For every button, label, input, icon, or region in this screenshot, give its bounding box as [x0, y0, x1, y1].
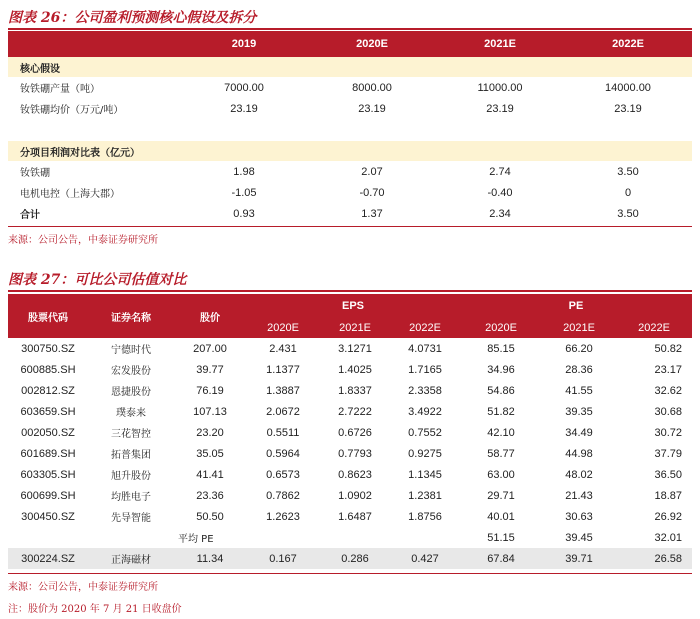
fig26-table: [8, 31, 692, 224]
cell-value: 3.50: [617, 165, 639, 178]
fig26-section-assumptions: [8, 57, 692, 77]
avg-pe-2020e: 51.15: [487, 531, 515, 544]
table-row: [8, 338, 692, 359]
cell-name: 恩捷股份: [111, 387, 151, 398]
cell-pe-2020e: 58.77: [487, 447, 515, 460]
table-row: [8, 464, 692, 485]
cell-price: 207.00: [193, 342, 227, 355]
header-pe-2020e: 2020E: [460, 318, 542, 338]
cell-value: 8000.00: [352, 81, 392, 94]
cell-value: -1.05: [231, 186, 257, 199]
fig26-header-2020e: 2020E: [308, 31, 436, 57]
cell-eps-2022e: 3.4922: [408, 405, 442, 418]
cell-eps-2022e: 4.0731: [408, 342, 442, 355]
cell-eps-2022e: 1.8756: [408, 510, 442, 523]
cell-name: 均胜电子: [111, 492, 151, 503]
cell-code: 600699.SH: [20, 489, 76, 502]
fig26-header-2022e: 2022E: [564, 31, 692, 57]
cell-value: 3.50: [617, 207, 639, 220]
table-row: [8, 443, 692, 464]
cell-value: 23.19: [614, 102, 642, 115]
cell-pe-2020e: 34.96: [487, 363, 515, 376]
cell-pe-2021e: 44.98: [565, 447, 593, 460]
cell-eps-2020e: 1.3887: [266, 384, 300, 397]
fig26-title-rule: [8, 28, 692, 30]
cell-pe-2020e: 29.71: [487, 489, 515, 502]
cell-price: 41.41: [196, 468, 224, 481]
row-label: 合计: [20, 210, 40, 221]
cell-pe-2021e: 30.63: [565, 510, 593, 523]
cell-pe-2020e: 51.82: [487, 405, 515, 418]
table-row: [8, 401, 692, 422]
target-code: 300224.SZ: [8, 548, 88, 569]
cell-value: 2.34: [489, 207, 511, 220]
fig26-section-profit: [8, 141, 692, 161]
cell-code: 600885.SH: [20, 363, 76, 376]
cell-pe-2022e: 30.72: [654, 426, 682, 439]
fig27-body: [8, 338, 692, 527]
cell-value: 23.19: [230, 102, 258, 115]
target-price: 11.34: [174, 548, 246, 569]
avg-pe-2021e: 39.45: [565, 531, 593, 544]
cell-name: 拓普集团: [111, 450, 151, 461]
cell-pe-2022e: 32.62: [654, 384, 682, 397]
cell-value: 2.74: [489, 165, 511, 178]
cell-pe-2021e: 66.20: [565, 342, 593, 355]
header-eps-2021e: 2021E: [320, 318, 390, 338]
cell-code: 300450.SZ: [21, 510, 75, 523]
fig27-bottom-rule: [8, 573, 692, 574]
cell-name: 三花智控: [111, 429, 151, 440]
table-row: [8, 506, 692, 527]
fig27-table: [8, 294, 692, 569]
cell-pe-2021e: 34.49: [565, 426, 593, 439]
cell-name: 宏发股份: [111, 366, 151, 377]
cell-eps-2021e: 1.8337: [338, 384, 372, 397]
cell-eps-2022e: 1.2381: [408, 489, 442, 502]
header-price: 股价: [174, 294, 246, 338]
cell-eps-2020e: 0.7862: [266, 489, 300, 502]
cell-eps-2022e: 2.3358: [408, 384, 442, 397]
header-eps-2022e: 2022E: [390, 318, 460, 338]
cell-pe-2021e: 48.02: [565, 468, 593, 481]
avg-label: 平均 PE: [178, 534, 214, 545]
fig27-note: 注：股价为 2020 年 7 月 21 日收盘价: [8, 604, 182, 615]
cell-value: 0: [624, 186, 632, 199]
row-label: 钕铁硼均价（万元/吨）: [20, 105, 124, 116]
cell-value: -0.40: [487, 186, 513, 199]
cell-code: 603659.SH: [20, 405, 76, 418]
cell-name: 璞泰来: [116, 408, 146, 419]
cell-eps-2021e: 1.6487: [338, 510, 372, 523]
cell-price: 39.77: [196, 363, 224, 376]
cell-pe-2021e: 39.35: [565, 405, 593, 418]
cell-value: 0.93: [233, 207, 255, 220]
cell-pe-2022e: 36.50: [654, 468, 682, 481]
cell-pe-2020e: 85.15: [487, 342, 515, 355]
fig27-header-row-1: [8, 294, 692, 318]
cell-code: 002812.SZ: [21, 384, 75, 397]
cell-eps-2021e: 0.7793: [338, 447, 372, 460]
cell-eps-2021e: 2.7222: [338, 405, 372, 418]
cell-eps-2021e: 0.8623: [338, 468, 372, 481]
target-eps-2022e: 0.427: [390, 548, 460, 569]
cell-code: 002050.SZ: [21, 426, 75, 439]
cell-eps-2021e: 3.1271: [338, 342, 372, 355]
cell-pe-2022e: 23.17: [654, 363, 682, 376]
table-row-total: [8, 203, 692, 224]
cell-pe-2021e: 21.43: [565, 489, 593, 502]
header-pe-2022e: 2022E: [616, 318, 692, 338]
fig26-header-2019: 2019: [180, 31, 308, 57]
cell-eps-2022e: 1.7165: [408, 363, 442, 376]
cell-pe-2020e: 40.01: [487, 510, 515, 523]
fig26-header-blank: [8, 31, 180, 57]
cell-name: 宁德时代: [111, 345, 151, 356]
cell-name: 先导智能: [111, 513, 151, 524]
table-row: [8, 161, 692, 182]
cell-eps-2021e: 1.0902: [338, 489, 372, 502]
cell-eps-2021e: 1.4025: [338, 363, 372, 376]
cell-code: 300750.SZ: [21, 342, 75, 355]
table-row: [8, 98, 692, 119]
cell-eps-2022e: 0.9275: [408, 447, 442, 460]
cell-pe-2020e: 63.00: [487, 468, 515, 481]
cell-price: 76.19: [196, 384, 224, 397]
table-row: [8, 182, 692, 203]
cell-value: 2.07: [361, 165, 383, 178]
section-label: 分项目利润对比表（亿元）: [8, 141, 692, 161]
fig27-title-rule: [8, 290, 692, 292]
header-pe: PE: [460, 294, 692, 318]
cell-pe-2020e: 54.86: [487, 384, 515, 397]
cell-value: 1.37: [361, 207, 383, 220]
cell-value: -0.70: [359, 186, 385, 199]
table-row: [8, 485, 692, 506]
cell-eps-2020e: 1.2623: [266, 510, 300, 523]
cell-pe-2022e: 18.87: [654, 489, 682, 502]
target-pe-2020e: 67.84: [460, 548, 542, 569]
cell-eps-2020e: 0.5511: [266, 426, 300, 439]
cell-name: 旭升股份: [111, 471, 151, 482]
cell-price: 35.05: [196, 447, 224, 460]
cell-eps-2022e: 0.7552: [408, 426, 442, 439]
cell-eps-2020e: 0.6573: [266, 468, 300, 481]
cell-eps-2021e: 0.6726: [338, 426, 372, 439]
cell-eps-2020e: 2.431: [269, 342, 297, 355]
section-label: 核心假设: [8, 57, 692, 77]
target-pe-2022e: 26.58: [616, 548, 692, 569]
avg-pe-2022e: 32.01: [654, 531, 682, 544]
table-row: [8, 359, 692, 380]
fig26-bottom-rule: [8, 226, 692, 227]
cell-value: 11000.00: [477, 81, 523, 94]
spacer-row: [8, 119, 692, 141]
cell-price: 107.13: [193, 405, 227, 418]
table-row: [8, 380, 692, 401]
fig26-source: 来源：公司公告，中泰证券研究所: [8, 235, 158, 246]
table-row-average: [8, 527, 692, 548]
cell-code: 601689.SH: [20, 447, 76, 460]
table-row-target: [8, 548, 692, 569]
cell-value: 14000.00: [605, 81, 651, 94]
row-label: 电机电控（上海大郡）: [20, 189, 120, 200]
cell-pe-2022e: 30.68: [654, 405, 682, 418]
cell-pe-2022e: 37.79: [654, 447, 682, 460]
cell-price: 23.20: [196, 426, 224, 439]
target-pe-2021e: 39.71: [542, 548, 616, 569]
cell-pe-2021e: 41.55: [565, 384, 593, 397]
cell-code: 603305.SH: [20, 468, 76, 481]
header-name: 证券名称: [88, 294, 174, 338]
cell-eps-2020e: 2.0672: [266, 405, 300, 418]
header-pe-2021e: 2021E: [542, 318, 616, 338]
fig26-title: 图表 26：公司盈利预测核心假设及拆分: [8, 10, 257, 26]
header-eps-2020e: 2020E: [246, 318, 320, 338]
cell-pe-2022e: 50.82: [654, 342, 682, 355]
header-code: 股票代码: [8, 294, 88, 338]
table-row: [8, 77, 692, 98]
row-label: 钕铁硼产量（吨）: [20, 84, 100, 95]
cell-eps-2020e: 1.1377: [266, 363, 300, 376]
cell-value: 23.19: [358, 102, 386, 115]
cell-eps-2022e: 1.1345: [408, 468, 442, 481]
fig27-title: 图表 27：可比公司估值对比: [8, 272, 187, 288]
fig26-header-2021e: 2021E: [436, 31, 564, 57]
header-eps: EPS: [246, 294, 460, 318]
row-label: 钕铁硼: [20, 168, 50, 179]
cell-price: 50.50: [196, 510, 224, 523]
cell-pe-2020e: 42.10: [487, 426, 515, 439]
target-eps-2020e: 0.167: [246, 548, 320, 569]
cell-pe-2021e: 28.36: [565, 363, 593, 376]
cell-pe-2022e: 26.92: [654, 510, 682, 523]
target-name: 正海磁材: [88, 548, 174, 569]
cell-value: 23.19: [486, 102, 514, 115]
cell-eps-2020e: 0.5964: [266, 447, 300, 460]
table-row: [8, 422, 692, 443]
target-eps-2021e: 0.286: [320, 548, 390, 569]
fig26-header-row: [8, 31, 692, 57]
cell-price: 23.36: [196, 489, 224, 502]
cell-value: 1.98: [233, 165, 255, 178]
fig27-source: 来源：公司公告，中泰证券研究所: [8, 582, 158, 593]
cell-value: 7000.00: [224, 81, 264, 94]
